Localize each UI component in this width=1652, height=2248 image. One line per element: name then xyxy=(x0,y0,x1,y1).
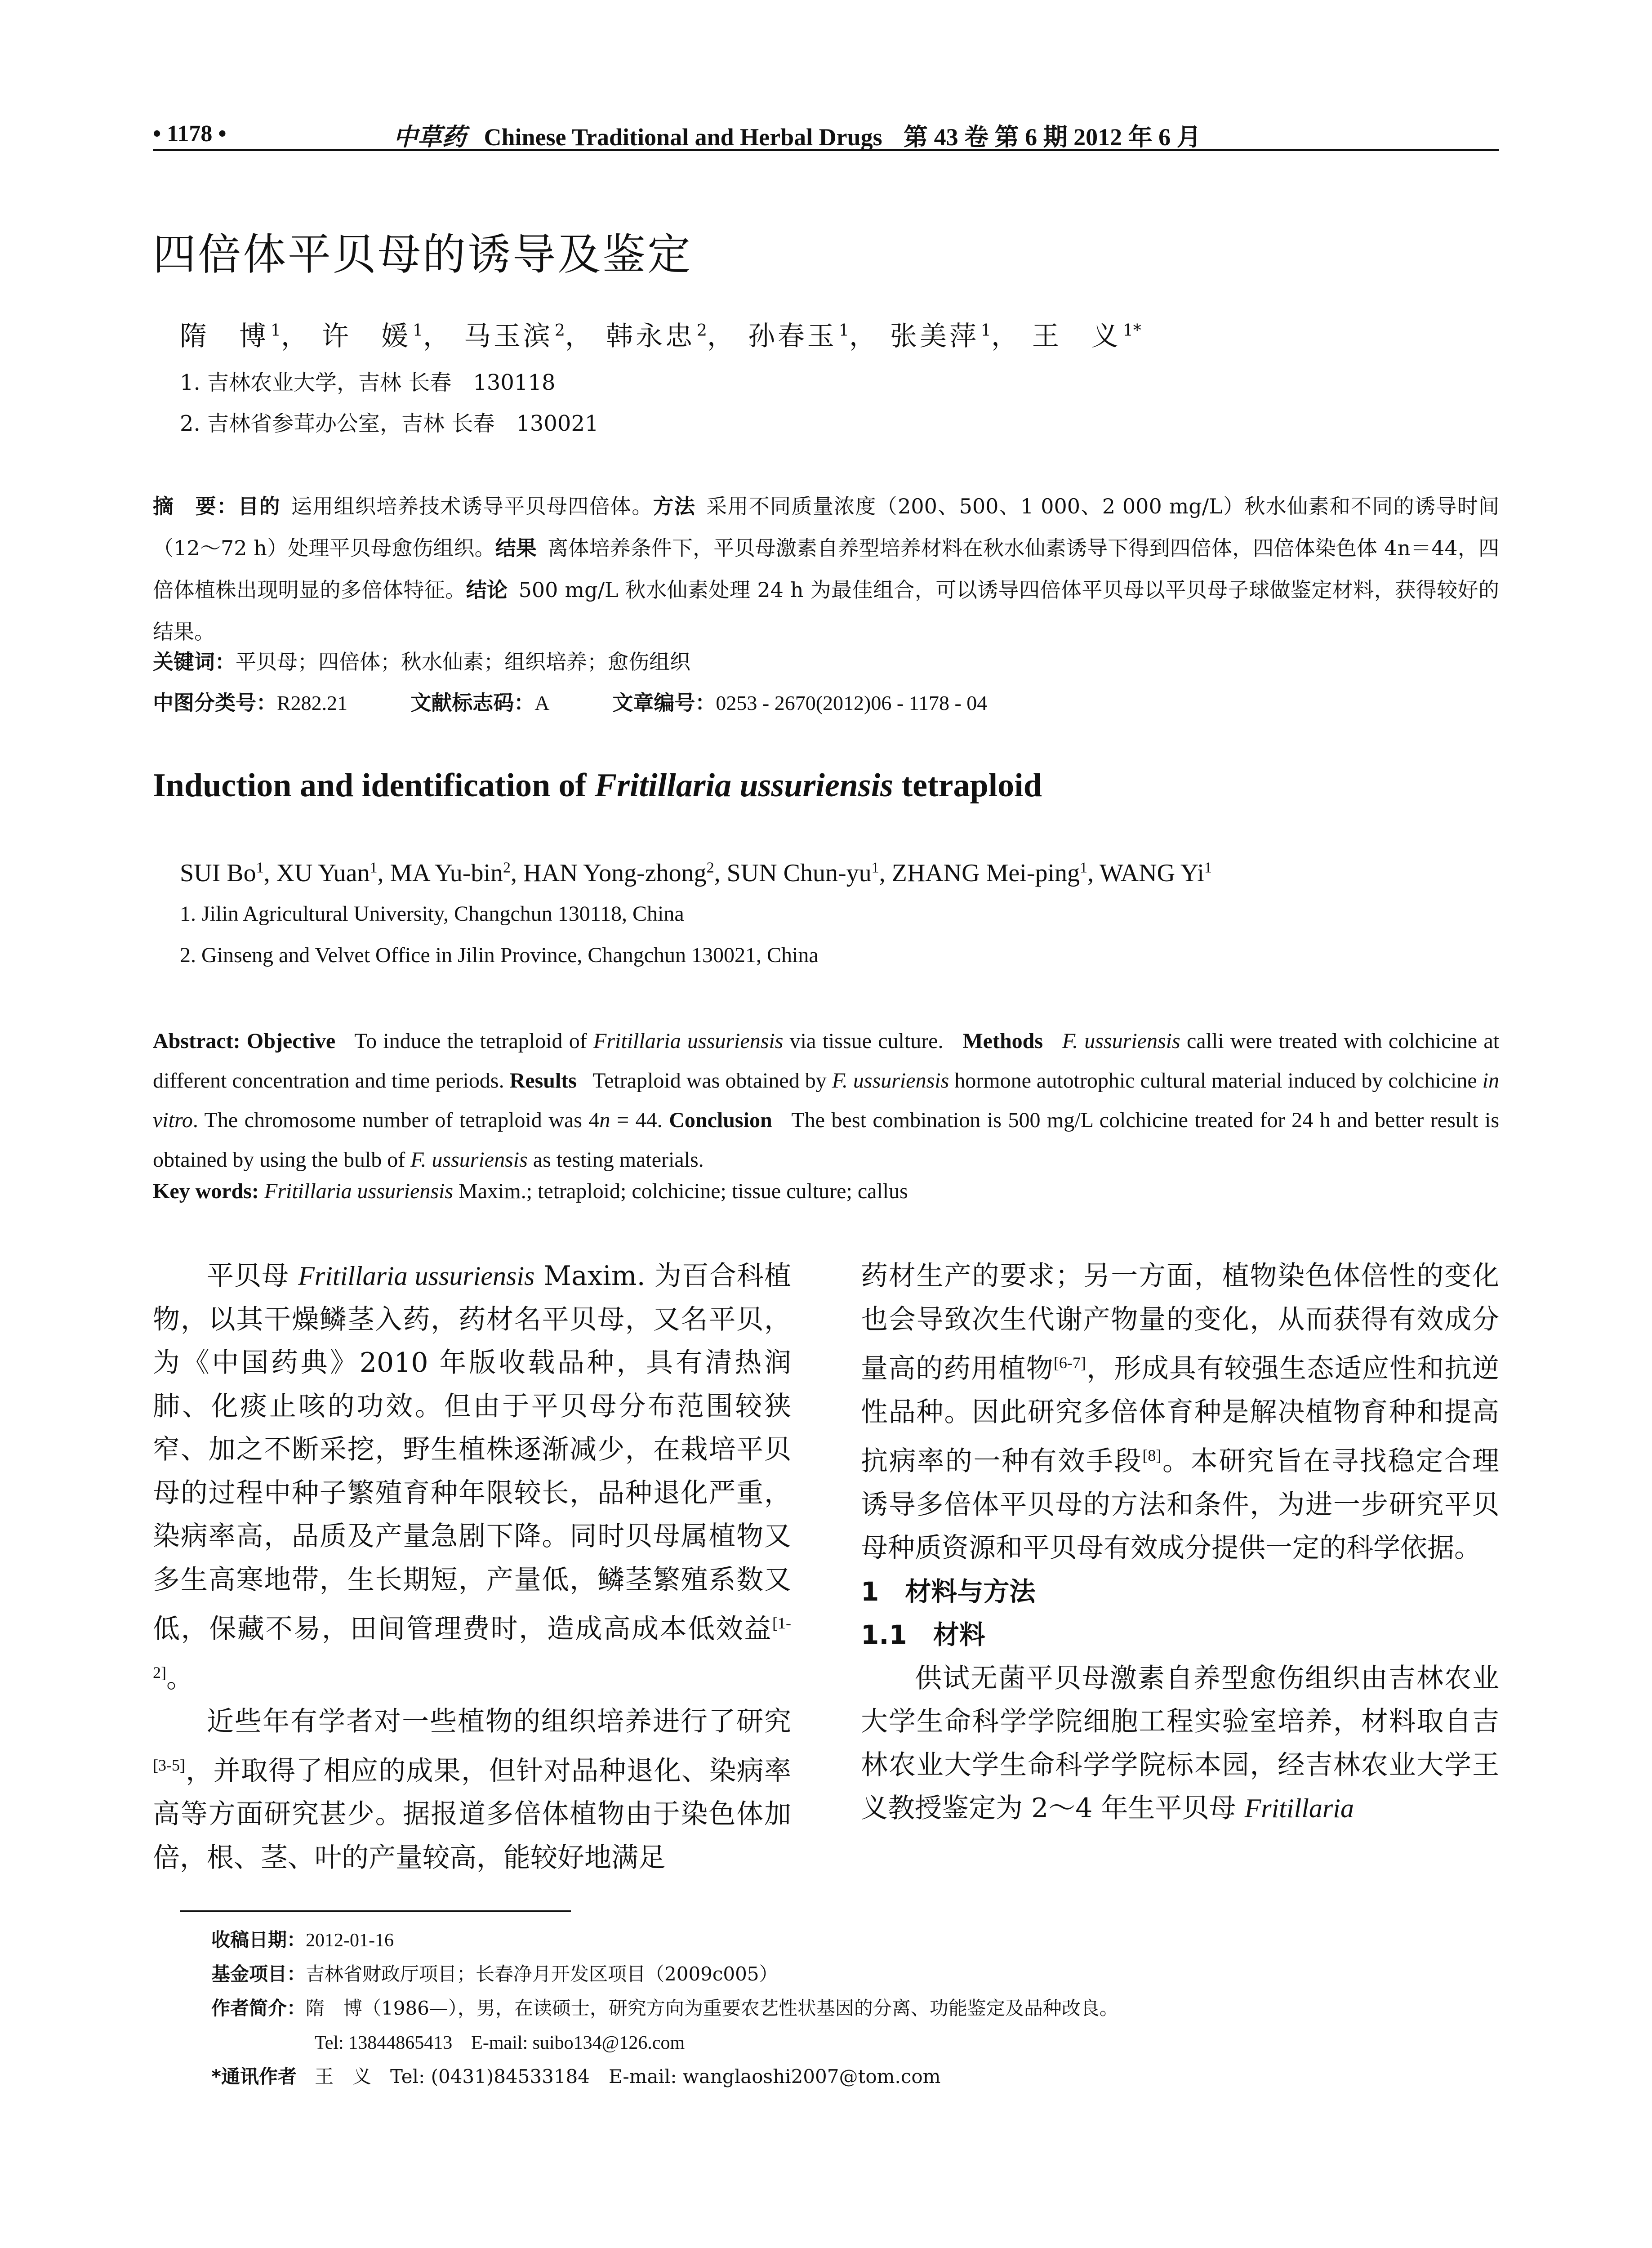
body-paragraph-3: 药材生产的要求；另一方面，植物染色体倍性的变化也会导致次生代谢产物量的变化，从而获得有效成分量高的药用植物[6-7]，形成具有较强生态适应性和抗逆性品种。因此研究多倍体育种是解决植物育种和提高抗病率的一种有效手段[8]。本研究旨在寻找稳定合理诱导多倍体平贝母的方法和条件，为进一步研究平贝母种质资源和平贝母有效成分提供一定的科学依据。 xyxy=(861,1260,1500,1564)
cn-methods: 采用不同质量浓度（200、500、1 000、2 000 mg/L）秋水仙素和不同的诱导时间（12～72 h）处理平贝母愈伤组织。 xyxy=(153,494,1500,560)
cn-author: 许 媛 xyxy=(321,321,411,352)
cn-conclusion: 500 mg/L 秋水仙素处理 24 h 为最佳组合，可以诱导四倍体平贝母以平贝母子球做鉴定材料，获得较好的结果。 xyxy=(153,578,1500,644)
en-author: ZHANG Mei-ping xyxy=(891,859,1080,887)
body-column-left xyxy=(153,1254,791,1879)
article-id-value: 0253 - 2670(2012)06 - 1178 - 04 xyxy=(716,691,988,714)
author-sup: 2 xyxy=(554,321,565,340)
cn-abstract-label: 摘 要： xyxy=(153,494,238,518)
cn-author: 张美萍 xyxy=(890,321,979,352)
en-conclusion: The best combination is 500 mg/L colchicine treated for 24 h and better result is obtained by using the bulb of xyxy=(153,1108,1500,1172)
en-results-cont: hormone autotrophic cultural material induced by colchicine xyxy=(949,1069,1483,1093)
footnote-label: 收稿日期： xyxy=(211,1929,306,1951)
clc-value: R282.21 xyxy=(277,691,348,714)
footnote-label: 基金项目： xyxy=(211,1963,306,1985)
cn-affiliation-2: 2. 吉林省参茸办公室，吉林 长春 130021 xyxy=(180,411,599,436)
n-variable: n xyxy=(599,1108,610,1132)
en-results-end: = 44. xyxy=(610,1108,663,1132)
en-affiliation-1: 1. Jilin Agricultural University, Changchun 130118, China xyxy=(180,902,684,926)
author-sup: 1 xyxy=(256,859,264,876)
cn-keywords xyxy=(153,646,690,675)
en-authors: SUI Bo$^1$, XU Yuan$^1$, MA Yu-bin$^2$, HAN Yong-zhong$^2$, SUN Chun-$yu^1$, ZHANG Mei-ping$^1$, WANG Yi$^1$ xyxy=(180,859,1212,887)
en-title-suffix: tetraploid xyxy=(893,767,1042,804)
footnote-text: 2012-01-16 xyxy=(306,1930,394,1951)
journal-name-en: Chinese Traditional and Herbal Drugs xyxy=(484,124,882,151)
body-paragraph-4: 供试无菌平贝母激素自养型愈伤组织由吉林农业大学生命科学学院细胞工程实验室培养，材料取自吉林农业大学生命科学学院标本园，经吉林农业大学王义教授鉴定为 2～4 年生平贝母 Fritillaria xyxy=(861,1662,1499,1824)
footnote-received xyxy=(211,1925,394,1952)
author-sup: 1 xyxy=(838,321,849,340)
en-author: HAN Yong-zhong xyxy=(523,859,707,887)
header-rule xyxy=(153,149,1499,151)
footnote-author-contact xyxy=(315,2028,685,2055)
cn-affiliation-1: 1. 吉林农业大学，吉林 长春 130118 xyxy=(180,370,556,395)
en-keywords xyxy=(153,1179,908,1204)
author-sup: 1* xyxy=(1122,321,1141,340)
citation: [8] xyxy=(1142,1446,1162,1464)
en-title-species: Fritillaria ussuriensis xyxy=(594,767,893,804)
journal-issue: 第 43 卷 第 6 期 2012 年 6 月 xyxy=(904,124,1201,151)
author-sup: 1 xyxy=(980,321,991,340)
citation: [6-7] xyxy=(1053,1354,1086,1372)
author-sup: 1 xyxy=(271,321,281,340)
en-keywords-text: Maxim.; tetraploid; colchicine; tissue culture; callus xyxy=(453,1179,908,1203)
cn-author: 孙春玉 xyxy=(748,321,837,352)
cn-objective-label: 目的 xyxy=(238,494,281,518)
en-objective-end: via tissue culture. xyxy=(783,1029,944,1053)
article-id-label: 文章编号： xyxy=(612,691,716,715)
cn-keywords-text: 平贝母；四倍体；秋水仙素；组织培养；愈伤组织 xyxy=(236,650,690,674)
cn-abstract xyxy=(153,486,1499,653)
footnote-fund xyxy=(211,1959,778,1986)
species-name: Fritillaria ussuriensis xyxy=(264,1179,454,1203)
journal-name-cn: 中草药 xyxy=(393,122,466,151)
species-name: Fritillaria xyxy=(1244,1793,1354,1823)
en-results-label: Results xyxy=(509,1069,577,1093)
section-heading-1: 1 材料与方法 xyxy=(861,1576,1036,1607)
en-author: MA Yu-bin xyxy=(390,859,503,887)
citation: [3-5] xyxy=(153,1756,185,1774)
cn-results: 离体培养条件下，平贝母激素自养型培养材料在秋水仙素诱导下得到四倍体，四倍体染色体 4n＝44，四倍体植株出现明显的多倍体特征。 xyxy=(153,536,1499,602)
body-paragraph-2: 近些年有学者对一些植物的组织培养进行了研究[3-5]，并取得了相应的成果，但针对品种退化、染病率高等方面研究甚少。据报道多倍体植物由于染色体加倍，根、茎、叶的产量较高，能较好地满足 xyxy=(153,1706,791,1873)
doc-code-label: 文献标志码： xyxy=(410,691,535,715)
en-methods: calli were treated with colchicine at different concentration and time periods. xyxy=(153,1029,1500,1093)
footnote-label: 作者简介： xyxy=(211,1997,306,2019)
en-abstract-label: Abstract: xyxy=(153,1029,240,1053)
footnote-text: 王 义 Tel: (0431)84533184 E-mail: wanglaoshi2007@tom.com xyxy=(315,2065,941,2087)
en-title-prefix: Induction and identification of xyxy=(153,767,595,804)
footnote-corresponding xyxy=(211,2062,940,2089)
clc-label: 中图分类号： xyxy=(153,691,277,715)
cn-author: 马玉滨 xyxy=(463,321,553,352)
en-conclusion-end: as testing materials. xyxy=(527,1148,704,1172)
cn-objective: 运用组织培养技术诱导平贝母四倍体。 xyxy=(291,494,653,518)
body-paragraph-1: 平贝母 Fritillaria ussuriensis Maxim. 为百合科植物，以其干燥鳞茎入药，药材名平贝母，又名平贝，为《中国药典》2010 年版收载品种，具有清热润肺、化痰止咳的功效。但由于平贝母分布范围较狭窄、加之不断采挖，野生植株逐渐减少，在栽培平贝母的过程中种子繁殖育种年限较长，品种退化严重，染病率高，品质及产量急剧下降。同时贝母属植物又多生高寒地带，生长期短，产量低，鳞茎繁殖系数又低，保藏不易，田间管理费时，造成高成本低效益[1-2]。 xyxy=(153,1260,791,1694)
footnote-text: 隋 博（1986—），男，在读硕士，研究方向为重要农艺性状基因的分离、功能鉴定及品种改良。 xyxy=(306,1997,1118,2019)
cn-results-label: 结果 xyxy=(495,536,537,560)
en-title xyxy=(153,767,1042,805)
en-keywords-label: Key words: xyxy=(153,1179,259,1203)
footnote-text: 吉林省财政厅项目；长春净月开发区项目（2009c005） xyxy=(306,1963,778,1985)
species-name: F. ussuriensis xyxy=(832,1069,949,1093)
in-vitro: in vitro xyxy=(153,1069,1500,1132)
body-column-right xyxy=(861,1254,1499,1830)
species-name: F. ussuriensis xyxy=(410,1148,528,1172)
species-name: Fritillaria ussuriensis xyxy=(593,1029,784,1053)
en-results: Tetraploid was obtained by xyxy=(592,1069,832,1093)
en-author: SUI Bo xyxy=(180,859,256,887)
cn-conclusion-label: 结论 xyxy=(466,578,508,602)
cn-classification xyxy=(153,687,987,716)
en-methods-label: Methods xyxy=(962,1029,1043,1053)
cn-keywords-label: 关键词： xyxy=(153,650,236,674)
running-header xyxy=(393,118,1201,152)
author-sup: 2 xyxy=(706,859,714,876)
en-affiliation-2: 2. Ginseng and Velvet Office in Jilin Province, Changchun 130021, China xyxy=(180,943,819,967)
author-sup: 1 xyxy=(412,321,423,340)
en-author: WANG Yi xyxy=(1100,859,1204,887)
cn-authors: 隋 博 $^1$， 许 媛 $^1$， 马玉滨 $^2$， 韩永忠 $^2$， 孙春玉 $^1$， 张美萍 $^1$， 王 义 $^{1*}$ xyxy=(180,321,1141,352)
author-sup: 1 xyxy=(871,859,879,876)
footnote-label: *通讯作者 xyxy=(211,2065,297,2087)
cn-title: 四倍体平贝母的诱导及鉴定 xyxy=(153,229,692,280)
en-author: SUN Chun-yu xyxy=(726,859,872,887)
author-sup: 1 xyxy=(1204,859,1212,876)
cn-author: 韩永忠 xyxy=(606,321,695,352)
en-conclusion-label: Conclusion xyxy=(669,1108,772,1132)
footnote-author xyxy=(211,1994,1118,2021)
doc-code-value: A xyxy=(534,691,550,714)
en-objective: To induce the tetraploid of xyxy=(354,1029,594,1053)
en-author: XU Yuan xyxy=(276,859,370,887)
species-name: F. ussuriensis xyxy=(1062,1029,1180,1053)
cn-author: 隋 博 xyxy=(180,321,269,352)
footnote-text: Tel: 13844865413 E-mail: suibo134@126.com xyxy=(315,2033,685,2053)
page-number: • 1178 • xyxy=(153,121,227,147)
author-sup: 1 xyxy=(370,859,378,876)
citation: [1-2] xyxy=(153,1614,791,1682)
species-name: Fritillaria ussuriensis xyxy=(298,1261,535,1291)
author-sup: 2 xyxy=(696,321,707,340)
cn-author: 王 义 xyxy=(1032,321,1121,352)
en-results-cont: . The chromosome number of tetraploid was 4 xyxy=(192,1108,600,1132)
author-sup: 2 xyxy=(503,859,511,876)
footnote-rule xyxy=(180,1910,571,1912)
en-abstract xyxy=(153,1021,1499,1180)
section-heading-1-1: 1.1 材料 xyxy=(861,1619,985,1650)
author-sup: 1 xyxy=(1080,859,1088,876)
cn-methods-label: 方法 xyxy=(653,494,696,518)
en-objective-label: Objective xyxy=(246,1029,336,1053)
